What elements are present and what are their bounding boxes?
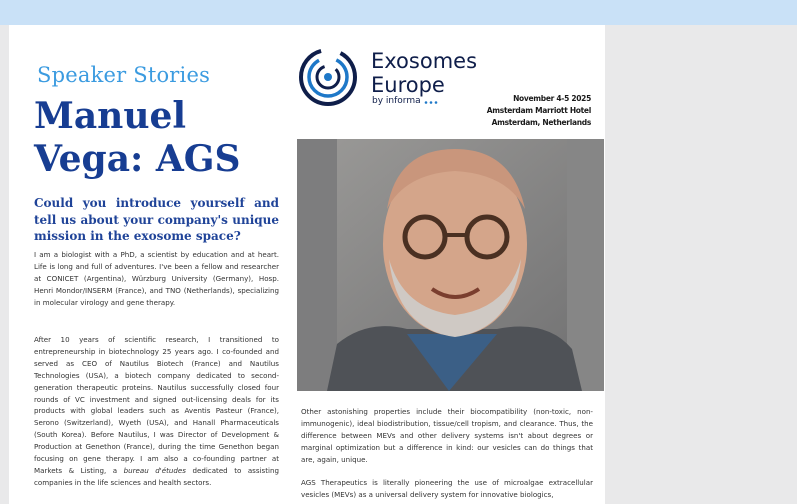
interview-question: Could you introduce yourself and tell us about your company's unique mission in the exosome space? <box>34 196 279 243</box>
brand-wordmark <box>371 49 477 97</box>
answer-paragraph-2-end: dedicated to assisting companies in the life sciences and health sectors. <box>34 465 279 487</box>
byline-dots-icon <box>424 101 444 104</box>
event-details <box>487 93 591 129</box>
speaker-portrait-icon <box>297 139 604 391</box>
answer-paragraph-4: AGS Therapeutics is literally pioneering the use of microalgae extracellular vesicles (MEVs) as a universal delivery system for innovative biologics, <box>301 478 593 499</box>
answer-paragraph-1: I am a biologist with a PhD, a scientist by education and at heart. Life is long and full of adventures. I've been a fellow and researcher at CONICET (Argentina), Würzburg University (Germany), Hosp. Henri Mondor/INSERM (France), and TNO (Netherlands), specializing in molecular virology and gene therapy. <box>34 250 279 307</box>
answer-paragraph-3: Other astonishing properties include their biocompatibility (non-toxic, non-immunogenic), ideal biodistribution, tissue/cell tropism, and clearance. Thus, the difference between MEVs and other delivery systems isn't about degrees or marginal optimization but a difference in kind: our vesicles can do things that are, again, unique. <box>301 407 593 464</box>
brand-line-2: Europe <box>371 73 445 97</box>
answer-paragraph-2 <box>34 334 279 489</box>
event-dates: November 4-5 2025 <box>513 94 591 103</box>
article-headline: Manuel Vega: AGS <box>34 95 241 180</box>
event-location: Amsterdam, Netherlands <box>491 118 591 127</box>
brand-byline: by informa <box>372 96 421 106</box>
event-venue: Amsterdam Marriott Hotel <box>486 106 591 115</box>
answer-paragraph-2-text: After 10 years of scientific research, I transitioned to entrepreneurship in biotechnology 25 years ago. I co-founded and served as CEO of Nautilus Biotech (France) and Nautilus Technologies (USA), a biotech company dedicated to second-generation therapeutic proteins. Nautilus successfully closed four rounds of VC investment and signed out-licensing deals for its products with global leaders such as Aventis Pasteur (France), Serono (Switzerland), Wyeth (USA), and Hanall Pharmaceuticals (South Korea). Before Nautilus, I was Director of Development & Production at Genethon (France), during the time Genethon began focusing on gene therapy. I am also a co-founding partner at Markets & Listing, a <box>34 335 279 475</box>
section-kicker: Speaker Stories <box>37 63 211 87</box>
document-page <box>9 25 605 504</box>
viewer-toolbar <box>0 0 797 25</box>
speaker-photo <box>297 139 604 391</box>
answer-paragraph-2-italic: bureau d'études <box>123 465 186 475</box>
brand-line-1: Exosomes <box>371 49 478 73</box>
